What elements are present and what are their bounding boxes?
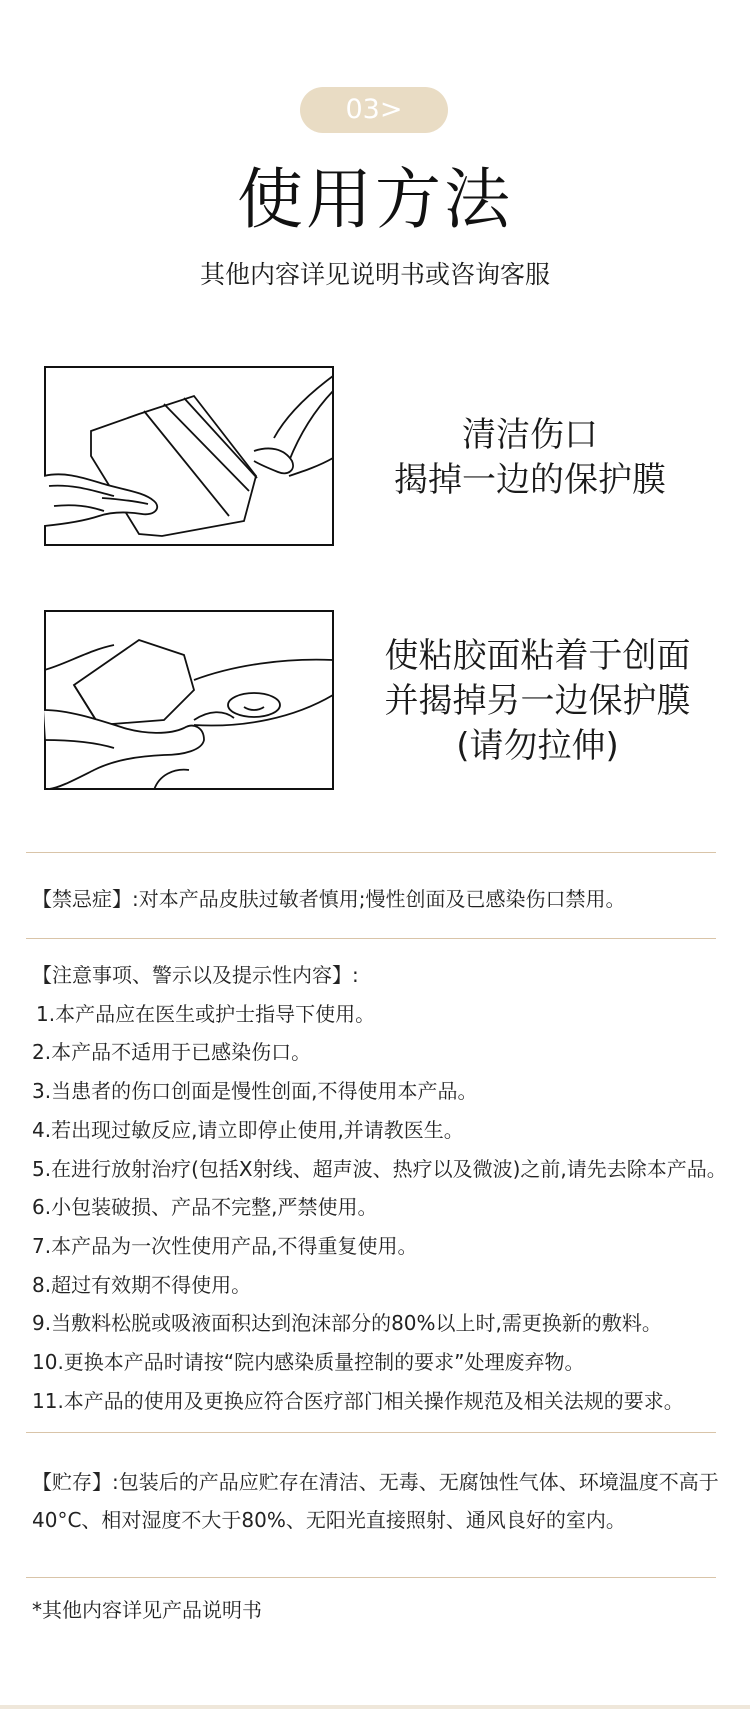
precautions-section	[32, 956, 737, 1420]
list-item: 11.本产品的使用及更换应符合医疗部门相关操作规范及相关法规的要求。	[32, 1388, 684, 1413]
divider	[26, 1577, 716, 1578]
precautions-heading: 【注意事项、警示以及提示性内容】:	[32, 963, 359, 987]
list-item: 8.超过有效期不得使用。	[32, 1272, 252, 1297]
step-1-illustration	[44, 366, 334, 546]
page-title: 使用方法	[237, 161, 513, 238]
contraindications-text: 【禁忌症】:对本产品皮肤过敏者慎用;慢性创面及已感染伤口禁用。	[32, 887, 626, 911]
list-item: 6.小包装破损、产品不完整,严禁使用。	[32, 1195, 378, 1220]
list-item: 5.在进行放射治疗(包括X射线、超声波、热疗以及微波)之前,请先去除本产品。	[32, 1156, 727, 1181]
list-item: 9.当敷料松脱或吸液面积达到泡沫部分的80%以上时,需更换新的敷料。	[32, 1311, 662, 1336]
step-1-line-1: 清洁伤口	[462, 415, 598, 455]
list-item: 10.更换本产品时请按“院内感染质量控制的要求”处理废弃物。	[32, 1350, 585, 1375]
list-item: 1.本产品应在医生或护士指导下使用。	[36, 1001, 376, 1026]
list-item: 7.本产品为一次性使用产品,不得重复使用。	[32, 1233, 418, 1258]
page-subtitle: 其他内容详见说明书或咨询客服	[199, 260, 550, 289]
storage-text: 【贮存】:包装后的产品应贮存在清洁、无毒、无腐蚀性气体、环境温度不高于40°C、相对湿度不大于80%、无阳光直接照射、通风良好的室内。	[32, 1470, 719, 1532]
bottom-accent-bar	[0, 1705, 750, 1709]
list-item: 2.本产品不适用于已感染伤口。	[32, 1040, 312, 1065]
step-2-line-1: 使粘胶面粘着于创面	[384, 636, 691, 676]
list-item: 3.当患者的伤口创面是慢性创面,不得使用本产品。	[32, 1079, 478, 1104]
divider	[26, 938, 716, 939]
step-2-line-3: (请勿拉伸)	[456, 726, 619, 766]
list-item: 4.若出现过敏反应,请立即停止使用,并请教医生。	[32, 1117, 464, 1142]
step-2-line-2: 并揭掉另一边保护膜	[384, 681, 691, 721]
step-2-text	[355, 634, 720, 769]
step-1-text	[380, 413, 680, 503]
section-number-badge: 03>	[300, 87, 448, 133]
step-1-line-2: 揭掉一边的保护膜	[394, 460, 666, 500]
divider	[26, 1432, 716, 1433]
divider	[26, 852, 716, 853]
footnote: *其他内容详见产品说明书	[32, 1598, 262, 1622]
step-2-illustration	[44, 610, 334, 790]
